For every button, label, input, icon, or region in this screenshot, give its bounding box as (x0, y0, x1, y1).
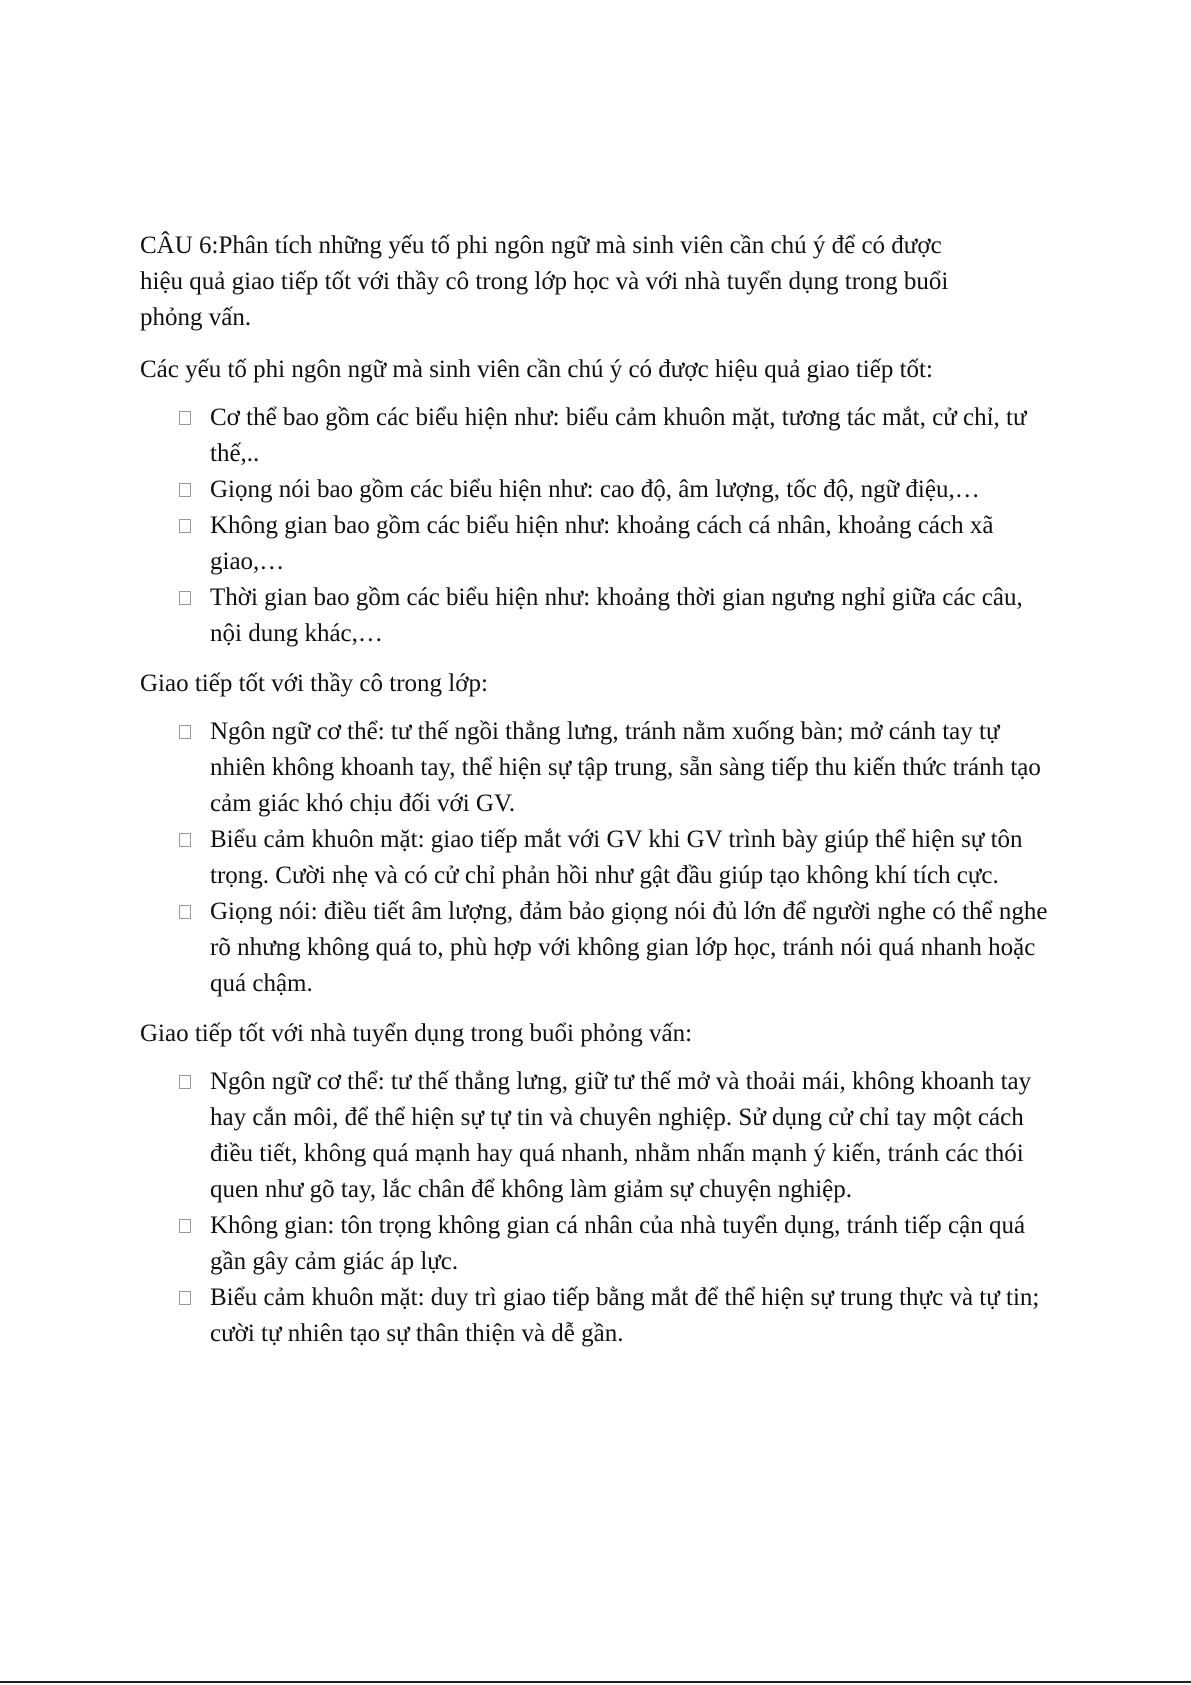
list-item-text: Thời gian bao gồm các biểu hiện như: khoảng thời gian ngưng nghỉ giữa các câu, nội dung khác,… (210, 584, 1023, 647)
question-heading: CÂU 6:Phân tích những yếu tố phi ngôn ngữ mà sinh viên cần chú ý để có được hiệu quả giao tiếp tốt với thầy cô trong lớp học và với nhà tuyển dụng trong buổi phỏng vấn. (140, 232, 949, 331)
section-heading: Giao tiếp tốt với nhà tuyển dụng trong buổi phỏng vấn: (140, 1020, 693, 1047)
checkbox-bullet-icon (179, 591, 191, 605)
checkbox-bullet-icon (179, 411, 191, 425)
list-item (140, 472, 1060, 508)
checkbox-bullet-icon (179, 905, 191, 919)
checkbox-bullet-icon (179, 1291, 191, 1305)
list-item (140, 1064, 1060, 1208)
list-item (140, 1280, 1060, 1352)
list-item (140, 508, 1060, 580)
list-item (140, 894, 1060, 1002)
document-content (140, 228, 1060, 1366)
bullet-list (140, 1064, 1060, 1352)
list-item-text: Không gian bao gồm các biểu hiện như: khoảng cách cá nhân, khoảng cách xã giao,… (210, 512, 994, 575)
section-heading: Các yếu tố phi ngôn ngữ mà sinh viên cần chú ý có được hiệu quả giao tiếp tốt: (140, 356, 933, 383)
list-item (140, 822, 1060, 894)
page-bottom-divider (0, 1681, 1191, 1683)
bullet-list (140, 714, 1060, 1002)
list-item (140, 1208, 1060, 1280)
list-item-text: Biểu cảm khuôn mặt: giao tiếp mắt với GV khi GV trình bày giúp thể hiện sự tôn trọng. Cười nhẹ và có cử chỉ phản hồi như gật đầu giúp tạo không khí tích cực. (210, 826, 1023, 889)
list-item-text: Biểu cảm khuôn mặt: duy trì giao tiếp bằng mắt để thể hiện sự trung thực và tự tin; cười tự nhiên tạo sự thân thiện và dễ gần. (210, 1284, 1040, 1347)
list-item-text: Không gian: tôn trọng không gian cá nhân của nhà tuyển dụng, tránh tiếp cận quá gần gây cảm giác áp lực. (210, 1212, 1026, 1275)
checkbox-bullet-icon (179, 725, 191, 739)
list-item (140, 400, 1060, 472)
list-item-text: Ngôn ngữ cơ thể: tư thế thẳng lưng, giữ tư thế mở và thoải mái, không khoanh tay hay cắn môi, để thể hiện sự tự tin và chuyên nghiệp. Sử dụng cử chỉ tay một cách điều tiết, không quá mạnh hay quá nhanh, nhằm nhấn mạnh ý kiến, tránh các thói quen như gõ tay, lắc chân để không làm giảm sự chuyện nghiệp. (210, 1068, 1032, 1203)
checkbox-bullet-icon (179, 833, 191, 847)
list-item-text: Ngôn ngữ cơ thể: tư thế ngồi thẳng lưng, tránh nằm xuống bàn; mở cánh tay tự nhiên không khoanh tay, thể hiện sự tập trung, sẵn sàng tiếp thu kiến thức tránh tạo cảm giác khó chịu đối với GV. (210, 718, 1041, 817)
checkbox-bullet-icon (179, 483, 191, 497)
list-item (140, 580, 1060, 652)
checkbox-bullet-icon (179, 519, 191, 533)
checkbox-bullet-icon (179, 1219, 191, 1233)
section-heading: Giao tiếp tốt với thầy cô trong lớp: (140, 670, 488, 697)
checkbox-bullet-icon (179, 1075, 191, 1089)
list-item-text: Giọng nói: điều tiết âm lượng, đảm bảo giọng nói đủ lớn để người nghe có thể nghe rõ nhưng không quá to, phù hợp với không gian lớp học, tránh nói quá nhanh hoặc quá chậm. (210, 898, 1048, 997)
list-item-text: Giọng nói bao gồm các biểu hiện như: cao độ, âm lượng, tốc độ, ngữ điệu,… (210, 476, 980, 503)
list-item (140, 714, 1060, 822)
bullet-list (140, 400, 1060, 652)
list-item-text: Cơ thể bao gồm các biểu hiện như: biểu cảm khuôn mặt, tương tác mắt, cử chỉ, tư thế,.. (210, 404, 1027, 467)
